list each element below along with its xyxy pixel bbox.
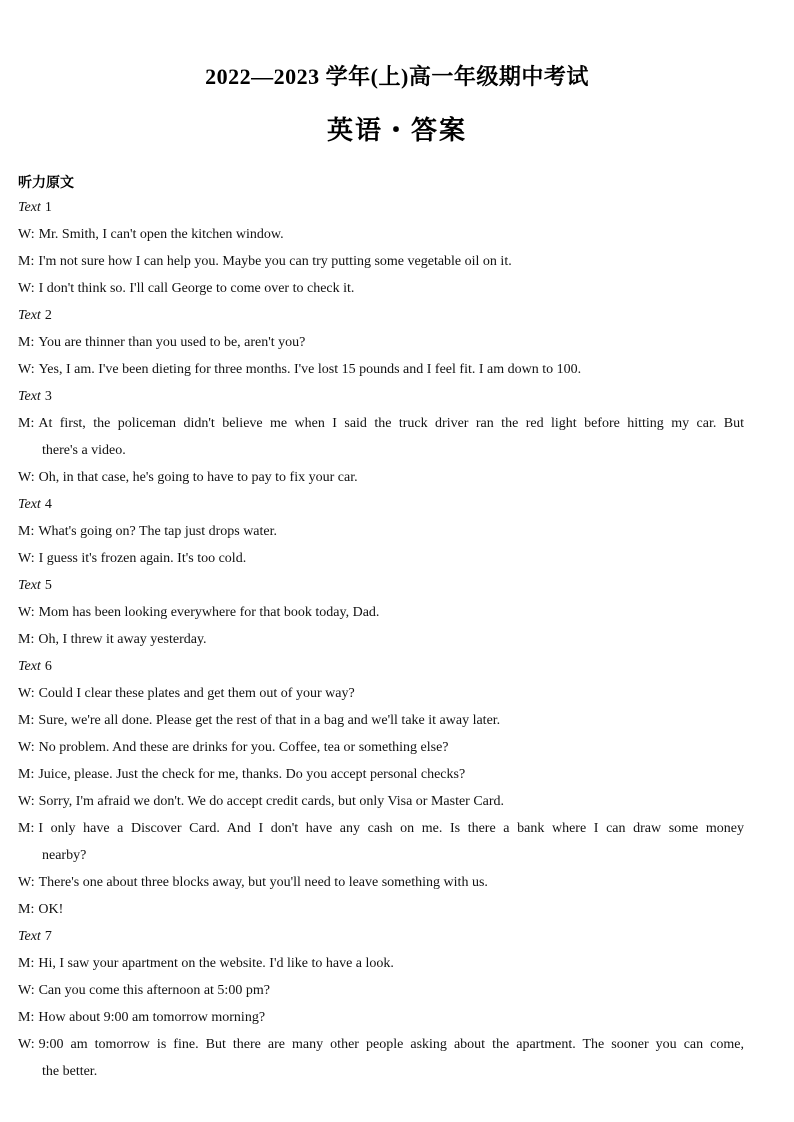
dialogue-text: the better.: [42, 1064, 98, 1079]
dialogue-text: I don't think so. I'll call George to come over to check it.: [38, 281, 355, 296]
speaker-label: W:: [18, 875, 35, 890]
dialogue-line: [18, 549, 744, 576]
speaker-label: M:: [18, 254, 35, 269]
page-title: 2022—2023 学年(上)高一年级期中考试: [205, 64, 589, 89]
speaker-label: M:: [18, 767, 35, 782]
dialogue-text: Sorry, I'm afraid we don't. We do accept credit cards, but only Visa or Master Card.: [38, 794, 505, 809]
speaker-label: W:: [18, 1037, 35, 1052]
speaker-label: M:: [18, 713, 35, 728]
dialogue-line: [18, 360, 744, 387]
transcript-body: [18, 198, 744, 1089]
dialogue-text: Mr. Smith, I can't open the kitchen window.: [38, 227, 284, 242]
speaker-label: W:: [18, 281, 35, 296]
dialogue-line-continuation: [18, 441, 744, 468]
text-label: Text: [18, 578, 41, 593]
dialogue-line: [18, 981, 744, 1008]
dialogue-line: [18, 252, 744, 279]
dialogue-line-continuation: [18, 846, 744, 873]
dialogue-line: [18, 225, 744, 252]
speaker-label: M:: [18, 956, 35, 971]
text-label: Text: [18, 497, 41, 512]
dialogue-text: Hi, I saw your apartment on the website. I'd like to have a look.: [38, 956, 394, 971]
dialogue-text: 9:00 am tomorrow is fine. But there are many other people asking about the apartment. The sooner you can come,: [38, 1037, 744, 1052]
dialogue-line: [18, 468, 744, 495]
text-heading: [18, 198, 744, 225]
text-label: Text: [18, 389, 41, 404]
speaker-label: M:: [18, 524, 35, 539]
text-heading: [18, 387, 744, 414]
dialogue-line: [18, 630, 744, 657]
speaker-label: M:: [18, 416, 35, 431]
speaker-label: W:: [18, 686, 35, 701]
dialogue-line: [18, 738, 744, 765]
dialogue-line: [18, 279, 744, 306]
dialogue-text: I only have a Discover Card. And I don't have any cash on me. Is there a bank where I can draw some money: [38, 821, 744, 836]
dialogue-line: [18, 873, 744, 900]
dialogue-text: Can you come this afternoon at 5:00 pm?: [38, 983, 270, 998]
text-number: 7: [44, 929, 52, 944]
speaker-label: W:: [18, 740, 35, 755]
dialogue-text: At first, the policeman didn't believe me when I said the truck driver ran the red light before hitting my car. But: [38, 416, 744, 431]
speaker-label: W:: [18, 227, 35, 242]
text-heading: [18, 306, 744, 333]
dialogue-text: Sure, we're all done. Please get the rest of that in a bag and we'll take it away later.: [38, 713, 501, 728]
text-number: 3: [44, 389, 52, 404]
speaker-label: M:: [18, 632, 35, 647]
text-number: 4: [44, 497, 52, 512]
dialogue-text: No problem. And these are drinks for you. Coffee, tea or something else?: [38, 740, 449, 755]
text-number: 2: [44, 308, 52, 323]
dialogue-text: How about 9:00 am tomorrow morning?: [38, 1010, 266, 1025]
speaker-label: W:: [18, 551, 35, 566]
dialogue-text: I guess it's frozen again. It's too cold.: [38, 551, 247, 566]
speaker-label: M:: [18, 335, 35, 350]
dialogue-line-continuation: [18, 1062, 744, 1089]
text-number: 1: [44, 200, 52, 215]
speaker-label: M:: [18, 902, 35, 917]
dialogue-text: Could I clear these plates and get them out of your way?: [38, 686, 355, 701]
text-label: Text: [18, 659, 41, 674]
section-heading: 听力原文: [18, 175, 74, 191]
dialogue-text: OK!: [38, 902, 64, 917]
text-label: Text: [18, 308, 41, 323]
dialogue-text: You are thinner than you used to be, aren't you?: [38, 335, 306, 350]
speaker-label: W:: [18, 605, 35, 620]
speaker-label: M:: [18, 1010, 35, 1025]
dialogue-text: Yes, I am. I've been dieting for three months. I've lost 15 pounds and I feel fit. I am down to 100.: [38, 362, 582, 377]
text-heading: [18, 576, 744, 603]
dialogue-line: [18, 414, 744, 441]
dialogue-line: [18, 684, 744, 711]
dialogue-text: nearby?: [42, 848, 87, 863]
text-heading: [18, 657, 744, 684]
speaker-label: W:: [18, 362, 35, 377]
dialogue-text: Oh, in that case, he's going to have to pay to fix your car.: [38, 470, 358, 485]
text-heading: [18, 927, 744, 954]
speaker-label: W:: [18, 983, 35, 998]
dialogue-line: [18, 603, 744, 630]
dialogue-line: [18, 819, 744, 846]
dialogue-line: [18, 900, 744, 927]
dialogue-text: I'm not sure how I can help you. Maybe you can try putting some vegetable oil on it.: [38, 254, 512, 269]
dialogue-text: there's a video.: [42, 443, 126, 458]
dialogue-text: Mom has been looking everywhere for that book today, Dad.: [38, 605, 380, 620]
dialogue-line: [18, 765, 744, 792]
speaker-label: W:: [18, 794, 35, 809]
dialogue-text: What's going on? The tap just drops water.: [38, 524, 278, 539]
text-number: 5: [44, 578, 52, 593]
dialogue-line: [18, 954, 744, 981]
dialogue-text: There's one about three blocks away, but you'll need to leave something with us.: [38, 875, 488, 890]
text-number: 6: [44, 659, 52, 674]
text-label: Text: [18, 200, 41, 215]
text-label: Text: [18, 929, 41, 944]
speaker-label: W:: [18, 470, 35, 485]
dialogue-line: [18, 792, 744, 819]
dialogue-line: [18, 522, 744, 549]
dialogue-line: [18, 1008, 744, 1035]
dialogue-line: [18, 711, 744, 738]
text-heading: [18, 495, 744, 522]
dialogue-text: Juice, please. Just the check for me, thanks. Do you accept personal checks?: [38, 767, 466, 782]
dialogue-line: [18, 1035, 744, 1062]
speaker-label: M:: [18, 821, 35, 836]
dialogue-text: Oh, I threw it away yesterday.: [38, 632, 207, 647]
dialogue-line: [18, 333, 744, 360]
page-subtitle: 英语・答案: [326, 116, 467, 145]
